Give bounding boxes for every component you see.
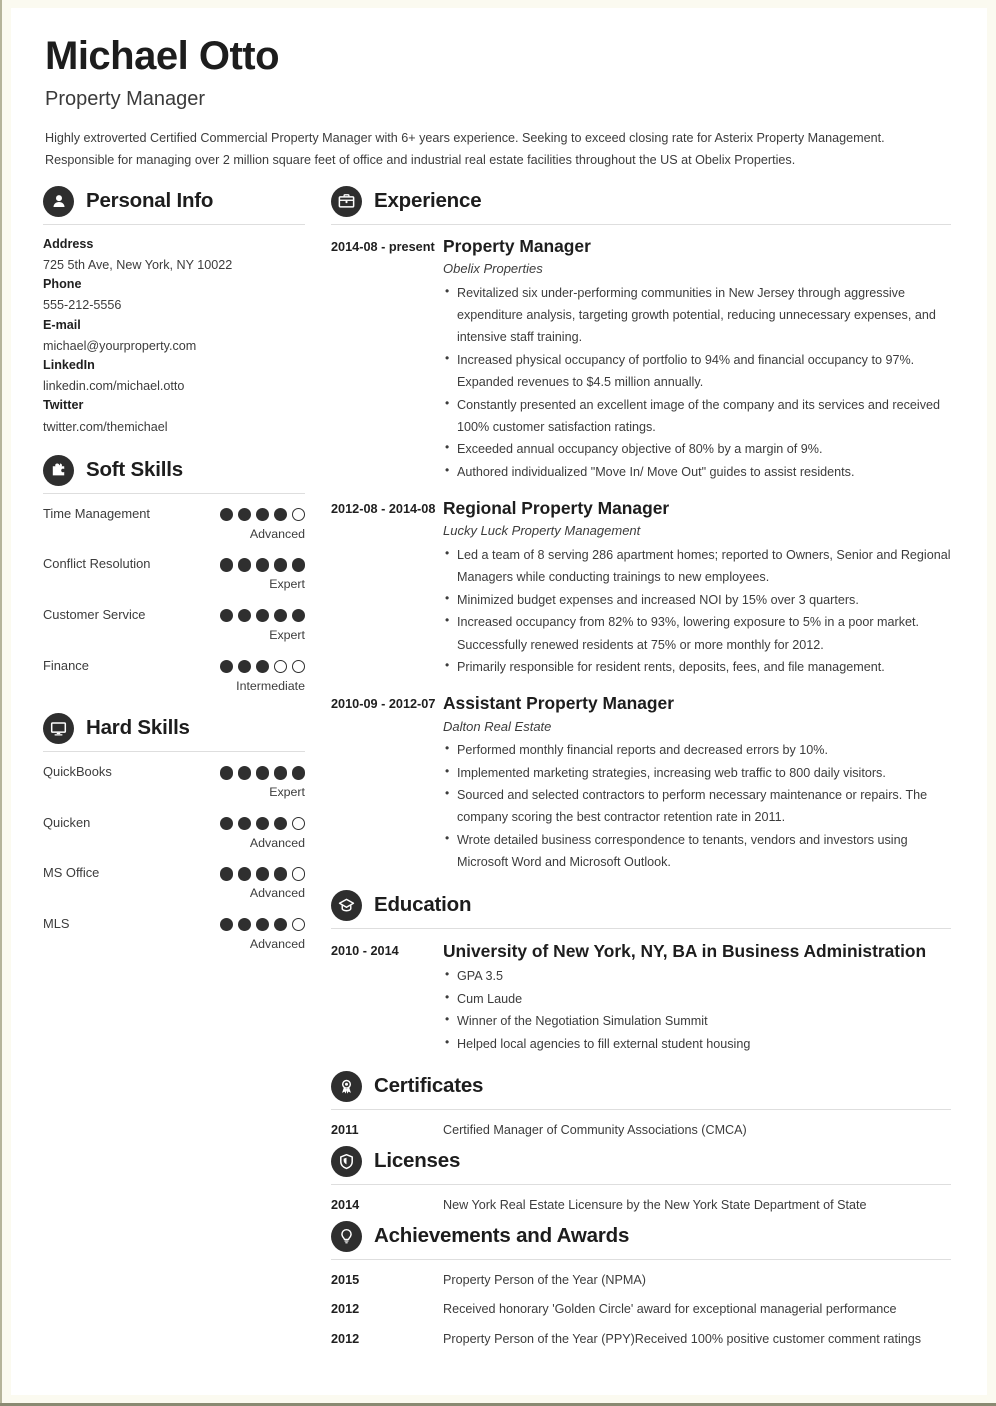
resume-sheet xyxy=(11,8,987,1395)
award-ribbon-icon xyxy=(331,1071,362,1102)
rating-dot xyxy=(238,508,252,522)
rating-dot xyxy=(220,918,234,932)
field-value-address: 725 5th Ave, New York, NY 10022 xyxy=(43,258,233,272)
briefcase-icon xyxy=(331,186,362,217)
divider xyxy=(331,1184,951,1185)
rating-dot xyxy=(292,918,306,932)
left-column xyxy=(43,186,321,965)
rating-dot xyxy=(238,918,252,932)
entry-body xyxy=(443,939,951,1067)
skill-level: Advanced xyxy=(249,886,305,901)
section-experience xyxy=(331,186,951,886)
skill-rating xyxy=(220,605,306,623)
divider xyxy=(331,1259,951,1260)
bullet-item: • Exceeded annual occupancy objective of 80% by a margin of 9%. xyxy=(443,438,951,460)
skill-label: Time Management xyxy=(43,505,150,521)
item-text: Property Person of the Year (NPMA) xyxy=(443,1272,646,1287)
personal-info-field xyxy=(43,396,305,436)
bullet-item: • Cum Laude xyxy=(443,988,951,1010)
education-title: Education xyxy=(374,892,472,916)
field-label-phone: Phone xyxy=(43,277,82,292)
person-icon xyxy=(43,186,74,217)
field-label-address: Address xyxy=(43,236,94,251)
list-item xyxy=(331,1120,951,1142)
hard-skills-list xyxy=(43,762,305,953)
experience-entry xyxy=(331,497,951,690)
item-text: Received honorary 'Golden Circle' award for exceptional managerial performance xyxy=(443,1302,897,1317)
section-achievements xyxy=(331,1221,951,1352)
rating-dot xyxy=(292,609,306,623)
entry-organization: Lucky Luck Property Management xyxy=(443,523,641,539)
skill-row xyxy=(43,762,305,802)
rating-dot xyxy=(292,766,306,780)
bullet-item: • Primarily responsible for resident rents, deposits, fees, and file management. xyxy=(443,656,951,678)
bullet-item: • Winner of the Negotiation Simulation Summit xyxy=(443,1010,951,1032)
licenses-title: Licenses xyxy=(374,1148,461,1172)
field-value-email[interactable]: michael@yourproperty.com xyxy=(43,338,197,353)
skill-rating xyxy=(220,762,306,780)
bullet-item: • Increased occupancy from 82% to 93%, lowering exposure to 5% in a poor market. Successfully renewed residents at 75% or more monthly for 2012. xyxy=(443,611,951,656)
shield-icon xyxy=(331,1146,362,1177)
divider xyxy=(331,928,951,929)
rating-dot xyxy=(220,609,234,623)
rating-dot xyxy=(274,508,288,522)
entry-bullets xyxy=(443,965,951,1055)
rating-dot xyxy=(274,817,288,831)
divider xyxy=(331,1109,951,1110)
school-name: University of New York, NY, BA in Business Administration xyxy=(443,940,927,961)
bullet-item: • Wrote detailed business correspondence to tenants, vendors and investors using Microsoft Word and Microsoft Outlook. xyxy=(443,829,951,874)
rating-dot xyxy=(238,867,252,881)
personal-info-field xyxy=(43,235,305,275)
rating-dot xyxy=(274,660,288,674)
skill-rating xyxy=(220,504,306,522)
monitor-icon xyxy=(43,713,74,744)
rating-dot xyxy=(238,609,252,623)
list-item xyxy=(331,1299,951,1321)
education-header xyxy=(331,890,951,921)
entry-body xyxy=(443,235,951,495)
entry-body xyxy=(443,692,951,885)
achievements-list xyxy=(331,1270,951,1352)
skill-rating xyxy=(220,914,306,932)
bullet-item: • Helped local agencies to fill external student housing xyxy=(443,1033,951,1055)
entry-date: 2010 - 2014 xyxy=(331,943,399,958)
skill-rating xyxy=(220,863,306,881)
item-text: Certified Manager of Community Associations (CMCA) xyxy=(443,1122,747,1137)
entry-date: 2010-09 - 2012-07 xyxy=(331,697,436,712)
skill-rating xyxy=(220,554,306,572)
skill-row xyxy=(43,504,305,544)
soft-skills-header xyxy=(43,455,305,486)
rating-dot xyxy=(292,660,306,674)
skill-level: Advanced xyxy=(249,936,305,951)
section-soft-skills xyxy=(43,455,305,695)
divider xyxy=(43,751,305,752)
personal-info-title: Personal Info xyxy=(86,188,214,212)
rating-dot xyxy=(274,918,288,932)
rating-dot xyxy=(256,558,270,572)
rating-dot xyxy=(274,609,288,623)
item-date: 2014 xyxy=(331,1197,360,1212)
item-text: Property Person of the Year (PPY)Received 100% positive customer comment ratings xyxy=(443,1332,922,1347)
right-column xyxy=(321,186,951,1355)
entry-bullets xyxy=(443,282,951,484)
rating-dot xyxy=(220,817,234,831)
section-certificates xyxy=(331,1071,951,1142)
licenses-header xyxy=(331,1146,951,1177)
item-text: New York Real Estate Licensure by the New York State Department of State xyxy=(443,1197,867,1212)
skill-label: MLS xyxy=(43,915,70,931)
rating-dot xyxy=(220,766,234,780)
bullet-item: • Led a team of 8 serving 286 apartment homes; reported to Owners, Senior and Regional Managers while conducting trainings to new employees. xyxy=(443,544,951,589)
hard-skills-header xyxy=(43,713,305,744)
item-date: 2015 xyxy=(331,1272,360,1287)
experience-list xyxy=(331,235,951,886)
rating-dot xyxy=(238,817,252,831)
rating-dot xyxy=(256,918,270,932)
bullet-item: • Implemented marketing strategies, increasing web traffic to 800 daily visitors. xyxy=(443,762,951,784)
bullet-item: • GPA 3.5 xyxy=(443,965,951,987)
certificates-list xyxy=(331,1120,951,1142)
entry-bullets xyxy=(443,544,951,678)
field-value-twitter[interactable]: twitter.com/themichael xyxy=(43,419,168,434)
entry-date: 2012-08 - 2014-08 xyxy=(331,502,436,517)
skill-row xyxy=(43,914,305,954)
skill-label: Customer Service xyxy=(43,606,146,622)
soft-skills-title: Soft Skills xyxy=(86,457,183,481)
rating-dot xyxy=(256,508,270,522)
certificates-title: Certificates xyxy=(374,1074,484,1098)
personal-info-field xyxy=(43,316,305,356)
personal-info-field xyxy=(43,356,305,396)
skill-label: Finance xyxy=(43,657,89,673)
rating-dot xyxy=(256,817,270,831)
certificates-header xyxy=(331,1071,951,1102)
experience-header xyxy=(331,186,951,217)
skill-rating xyxy=(220,656,306,674)
skill-level: Expert xyxy=(269,785,305,800)
education-list xyxy=(331,939,951,1067)
section-personal-info xyxy=(43,186,305,437)
bullet-item: • Revitalized six under-performing communities in New Jersey through aggressive expenditure analysis, targeting growth potential, reducing unnecessary expenses, and intensive staff training. xyxy=(443,282,951,349)
rating-dot xyxy=(256,660,270,674)
divider xyxy=(43,493,305,494)
entry-organization: Dalton Real Estate xyxy=(443,718,552,734)
skill-label: Conflict Resolution xyxy=(43,556,151,572)
resume-columns xyxy=(43,186,951,1355)
divider xyxy=(43,224,305,225)
skill-label: QuickBooks xyxy=(43,764,112,780)
entry-bullets xyxy=(443,739,951,873)
item-date: 2011 xyxy=(331,1122,359,1137)
list-item xyxy=(331,1329,951,1351)
item-date: 2012 xyxy=(331,1332,360,1347)
skill-label: MS Office xyxy=(43,865,100,881)
skill-level: Expert xyxy=(269,627,305,642)
skill-rating xyxy=(220,813,306,831)
achievements-header xyxy=(331,1221,951,1252)
professional-summary: Highly extroverted Certified Commercial Property Manager with 6+ years experience. Seeking to exceed closing rate for Asterix Property Management. Responsible for managing over 2 million square feet of office and industrial real estate facilities throughout the US at Obelix Properties. xyxy=(45,131,885,168)
puzzle-piece-icon xyxy=(43,455,74,486)
rating-dot xyxy=(274,867,288,881)
section-education xyxy=(331,890,951,1067)
rating-dot xyxy=(256,766,270,780)
field-value-phone: 555-212-5556 xyxy=(43,298,122,313)
skill-label: Quicken xyxy=(43,814,91,830)
section-licenses xyxy=(331,1146,951,1217)
experience-entry xyxy=(331,235,951,495)
skill-level: Intermediate xyxy=(236,678,305,693)
entry-date: 2014-08 - present xyxy=(331,239,435,254)
soft-skills-list xyxy=(43,504,305,695)
skill-level: Advanced xyxy=(249,835,305,850)
skill-row xyxy=(43,554,305,594)
rating-dot xyxy=(256,609,270,623)
bullet-item: • Authored individualized "Move In/ Move Out" guides to assist residents. xyxy=(443,461,951,483)
hard-skills-title: Hard Skills xyxy=(86,716,190,740)
rating-dot xyxy=(238,766,252,780)
rating-dot xyxy=(220,558,234,572)
skill-row xyxy=(43,656,305,696)
bullet-item: • Increased physical occupancy of portfolio to 94% and financial occupancy to 97%. Expanded revenues to $4.5 million annually. xyxy=(443,349,951,394)
skill-row xyxy=(43,813,305,853)
entry-role: Regional Property Manager xyxy=(443,498,670,519)
rating-dot xyxy=(238,558,252,572)
personal-info-field xyxy=(43,275,305,315)
bullet-item: • Performed monthly financial reports and decreased errors by 10%. xyxy=(443,739,951,761)
graduation-cap-icon xyxy=(331,890,362,921)
bullet-item: • Constantly presented an excellent image of the company and its services and received 100% customer satisfaction ratings. xyxy=(443,394,951,439)
skill-level: Expert xyxy=(269,577,305,592)
education-entry xyxy=(331,939,951,1067)
rating-dot xyxy=(292,508,306,522)
entry-body xyxy=(443,497,951,690)
licenses-list xyxy=(331,1195,951,1217)
candidate-name: Michael Otto xyxy=(45,34,280,78)
lightbulb-icon xyxy=(331,1221,362,1252)
field-label-linkedin: LinkedIn xyxy=(43,357,95,372)
entry-role: Assistant Property Manager xyxy=(443,693,674,714)
rating-dot xyxy=(220,508,234,522)
rating-dot xyxy=(292,558,306,572)
rating-dot xyxy=(220,867,234,881)
bullet-item: • Minimized budget expenses and increased NOI by 15% over 3 quarters. xyxy=(443,589,951,611)
experience-title: Experience xyxy=(374,188,482,212)
rating-dot xyxy=(292,817,306,831)
list-item xyxy=(331,1195,951,1217)
achievements-title: Achievements and Awards xyxy=(374,1223,630,1247)
rating-dot xyxy=(274,558,288,572)
rating-dot xyxy=(256,867,270,881)
skill-row xyxy=(43,863,305,903)
entry-organization: Obelix Properties xyxy=(443,261,543,277)
rating-dot xyxy=(292,867,306,881)
field-label-twitter: Twitter xyxy=(43,398,84,413)
item-date: 2012 xyxy=(331,1302,360,1317)
divider xyxy=(331,224,951,225)
rating-dot xyxy=(238,660,252,674)
personal-info-header xyxy=(43,186,305,217)
skill-level: Advanced xyxy=(249,526,305,541)
bullet-item: • Sourced and selected contractors to perform necessary maintenance or repairs. The company scoring the best contractor retention rate in 2011. xyxy=(443,784,951,829)
skill-row xyxy=(43,605,305,645)
field-label-email: E-mail xyxy=(43,317,81,332)
entry-role: Property Manager xyxy=(443,235,591,256)
rating-dot xyxy=(220,660,234,674)
candidate-job-title: Property Manager xyxy=(45,88,206,111)
experience-entry xyxy=(331,692,951,885)
section-hard-skills xyxy=(43,713,305,953)
field-value-linkedin[interactable]: linkedin.com/michael.otto xyxy=(43,379,185,394)
rating-dot xyxy=(274,766,288,780)
list-item xyxy=(331,1270,951,1292)
